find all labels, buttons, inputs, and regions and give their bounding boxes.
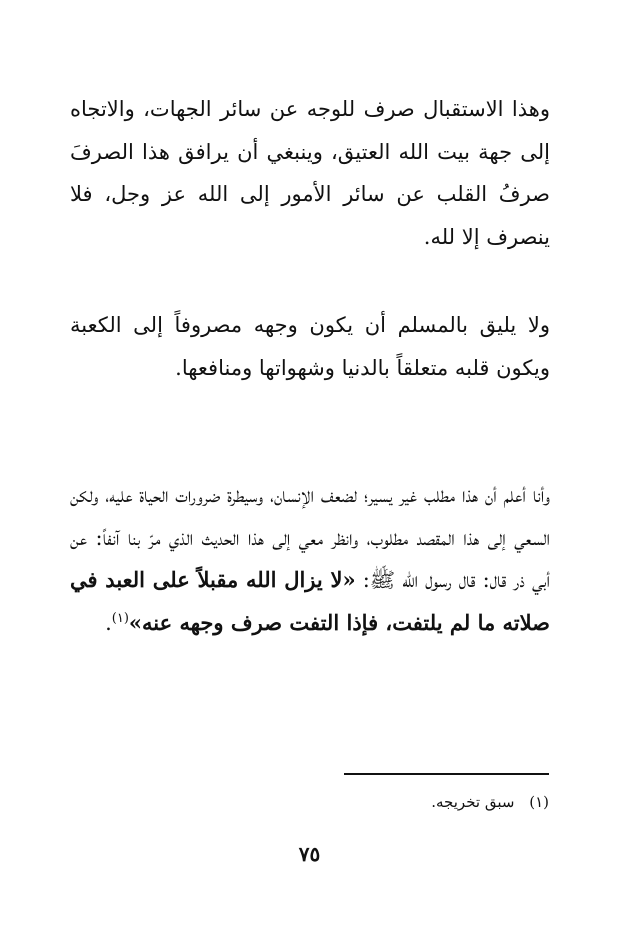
paragraph-2-text: ولا يليق بالمسلم أن يكون وجهه مصروفاً إلى الكعبة ويكون قلبه متعلقاً بالدنيا وشهواتها ومنافعها. xyxy=(70,313,550,380)
paragraph-3-ending: . xyxy=(105,610,112,635)
paragraph-2 xyxy=(70,304,550,389)
footnote xyxy=(249,789,549,815)
footnote-number: (١) xyxy=(529,793,549,811)
paragraph-1-text: وهذا الاستقبال صرف للوجه عن سائر الجهات، والاتجاه إلى جهة بيت الله العتيق، وينبغي أن يرافق هذا الصرفَ صرفُ القلب عن سائر الأمور إلى الله عز وجل، فلا ينصرف إلا لله. xyxy=(70,97,550,249)
footnote-text: سبق تخريجه. xyxy=(431,793,515,811)
footnote-reference[interactable]: (١) xyxy=(111,610,129,626)
paragraph-1 xyxy=(70,88,550,258)
paragraph-3-intro: وأنا أعلم أن هذا مطلب غير يسير؛ لضعف الإنسان، وسيطرة ضرورات الحياة عليه، ولكن السعي إلى هذا المقصد مطلوب، وانظر معي إلى هذا الحديث الذي مرّ بنا آنفاً: عن أبي ذر قال: قال رسول الله ﷺ: xyxy=(70,483,550,592)
hadith-quote: «لا يزال الله مقبلاً على العبد في صلاته ما لم يلتفت، فإذا التفت صرف وجهه عنه» xyxy=(70,567,550,635)
page-number: ٧٥ xyxy=(298,842,321,866)
paragraph-3 xyxy=(70,474,550,644)
footnote-divider xyxy=(344,773,549,775)
